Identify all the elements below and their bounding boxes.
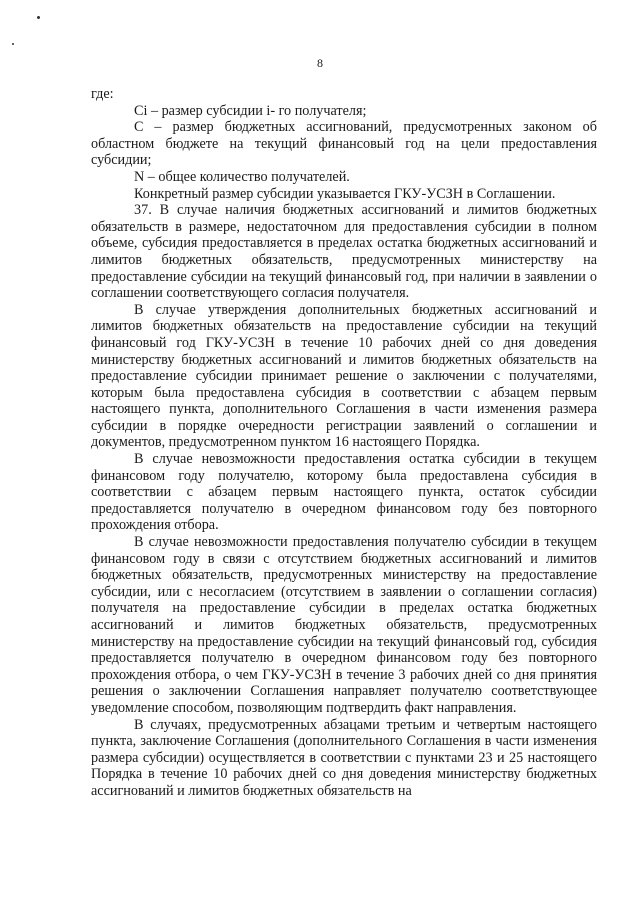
paragraph: В случаях, предусмотренных абзацами третьим и четвертым настоящего пункта, заключение Соглашения (дополнительного Соглашения в части изменения размера субсидии) осуществляется в соответствии с пунктами 23 и 25 настоящего Порядка в течение 10 рабочих дней со дня доведения министерству бюджетных ассигнований и лимитов бюджетных обязательств на xyxy=(91,716,597,799)
paragraph: где: xyxy=(91,86,114,102)
paragraph: В случае невозможности предоставления получателю субсидии в текущем финансовом году в связи с отсутствием бюджетных ассигнований и лимитов бюджетных обязательств, предусмотренных министерству на предоставление субсидии, или с несогласием (отсутствием в заявлении о соглашении согласия) получателя на предоставление субсидии в пределах остатка бюджетных ассигнований и лимитов бюджетных обязательств, предусмотренных министерству на предоставление субсидии на текущий финансовый год, субсидия предоставляется получателю в очередном финансовом году без повторного прохождения отбора, о чем ГКУ-УСЗН в течение 3 рабочих дней со дня принятия решения о заключении Соглашения направляет получателю соответствующее уведомление способом, позволяющим подтвердить факт направления. xyxy=(91,534,597,716)
paragraph: Конкретный размер субсидии указывается ГКУ-УСЗН в Соглашении. xyxy=(134,185,556,202)
paragraph: В случае невозможности предоставления остатка субсидии в текущем финансовом году получателю, которому была предоставлена субсидия в соответствии с абзацем первым настоящего пункта, остаток субсидии предоставляется получателю в очередном финансовом году без повторного прохождения отбора. xyxy=(91,451,597,534)
page-number: 8 xyxy=(317,56,323,70)
scan-speck xyxy=(37,16,40,19)
document-body xyxy=(91,86,597,800)
scan-speck xyxy=(12,43,14,45)
paragraph: В случае утверждения дополнительных бюджетных ассигнований и лимитов бюджетных обязательств на предоставление субсидии на текущий финансовый год ГКУ-УСЗН в течение 10 рабочих дней со дня доведения министерству бюджетных ассигнований и лимитов бюджетных обязательств на предоставление субсидии принимает решение о заключении с получателями, которым была предоставлена субсидия в соответствии с абзацем первым настоящего пункта, дополнительного Соглашения в части изменения размера субсидии в порядке очередности регистрации заявлений о соглашении и документов, предусмотренном пунктом 16 настоящего Порядка. xyxy=(91,301,597,451)
paragraph: N – общее количество получателей. xyxy=(134,168,350,185)
paragraph: 37. В случае наличия бюджетных ассигнований и лимитов бюджетных обязательств в размере, недостаточном для предоставления субсидии в полном объеме, субсидия предоставляется в пределах остатка бюджетных ассигнований и лимитов бюджетных обязательств, предусмотренных министерству на предоставление субсидии на текущий финансовый год, при наличии в заявлении о соглашении соответствующего согласия получателя. xyxy=(91,202,597,302)
paragraph: С – размер бюджетных ассигнований, предусмотренных законом об областном бюджете на текущий финансовый год на цели предоставления субсидии; xyxy=(91,119,597,169)
paragraph: Ci – размер субсидии i- го получателя; xyxy=(134,102,367,119)
